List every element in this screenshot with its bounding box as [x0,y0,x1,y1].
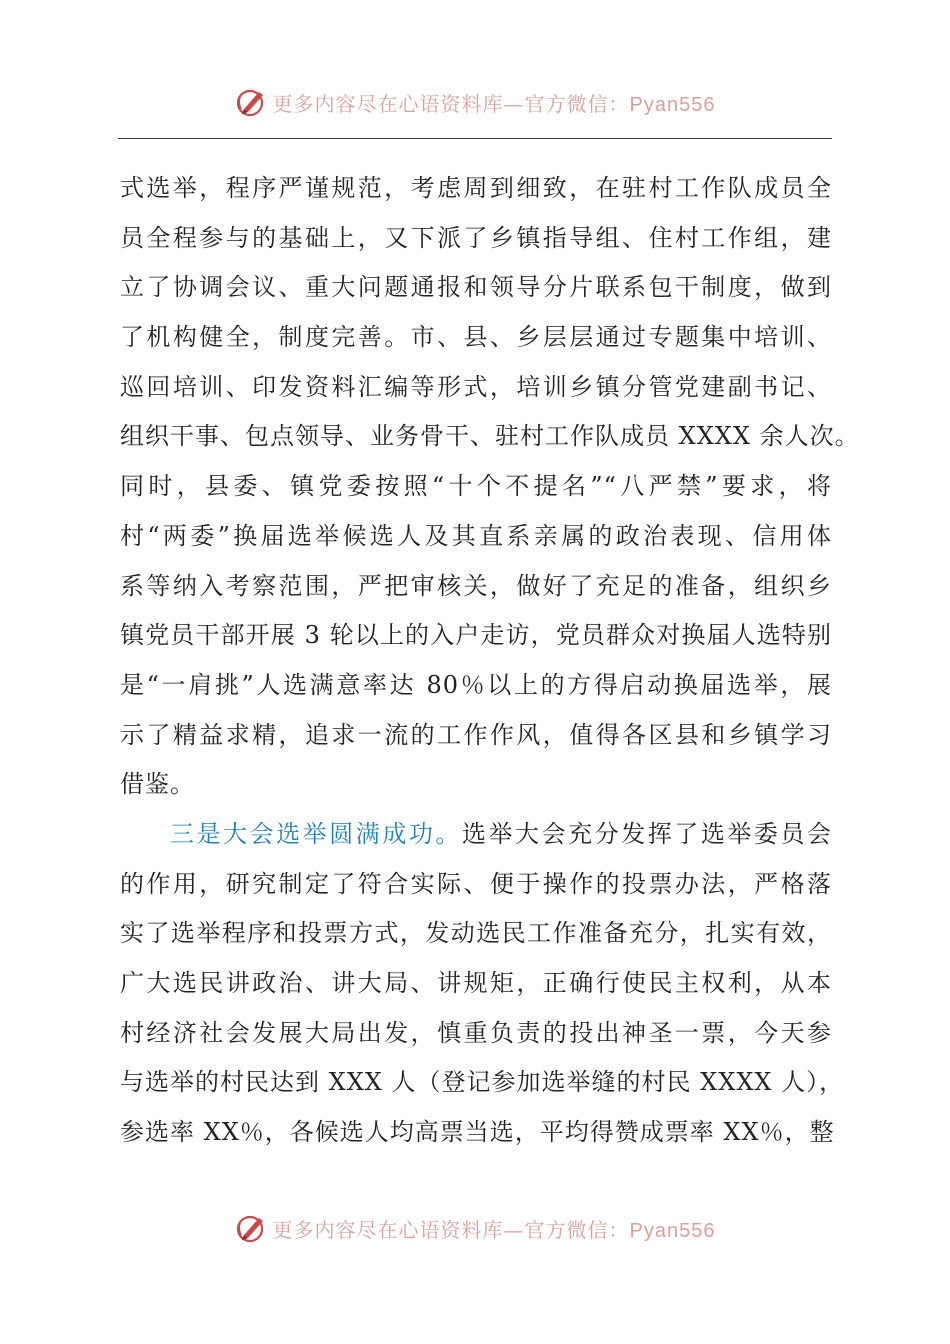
body-line-4: 了机构健全，制度完善。市、县、乡层层通过专题集中培训、 [120,323,832,352]
body-line-3: 立了协调会议、重大问题通报和领导分片联系包干制度，做到 [120,273,832,302]
body-line-8: 村“两委”换届选举候选人及其直系亲属的政治表现、信用体 [120,521,832,550]
pen-seal-icon [235,85,269,119]
body-line-5: 巡回培训、印发资料汇编等形式，培训乡镇分管党建副书记、 [120,372,832,401]
footer-banner-text [273,1214,716,1243]
footer-wechat-label: 官方微信： [524,1217,630,1242]
footer-banner-dash: — [503,1217,525,1242]
header-wechat-id: Pyan556 [629,93,716,116]
para2-line-2: 实了选举程序和投票方式，发动选民工作准备充分，扎实有效， [120,919,832,948]
para2-heading: 三是大会选举圆满成功。 [170,819,462,848]
para2-first-rest: 选举大会充分发挥了选举委员会 [461,819,833,848]
para2-line-6: 参选率 XX％，各候选人均高票当选，平均得赞成票率 XX％，整 [120,1118,835,1147]
para2-line-1: 的作用，研究制定了符合实际、便于操作的投票办法，严格落 [120,869,832,898]
pen-seal-icon [235,1211,269,1245]
body-line-11: 是“一肩挑”人选满意率达 80％以上的方得启动换届选举，展 [120,670,832,699]
header-banner-main: 更多内容尽在心语资料库 [272,91,504,116]
body-line-10: 镇党员干部开展 3 轮以上的入户走访，党员群众对换届人选特别 [120,621,832,650]
body-line-1: 式选举，程序严谨规范，考虑周到细致，在驻村工作队成员全 [120,174,832,202]
footer-wechat-id: Pyan556 [629,1219,716,1242]
body-line-2: 员全程参与的基础上，又下派了乡镇指导组、住村工作组，建 [120,223,832,252]
body-line-6: 组织干事、包点领导、业务骨干、驻村工作队成员 XXXX 余人次。 [120,422,860,451]
body-line-7: 同时，县委、镇党委按照“十个不提名”“八严禁”要求，将 [120,472,832,501]
header-wechat-label: 官方微信： [524,91,630,116]
para2-line-5: 与选举的村民达到 XXX 人（登记参加选举缝的村民 XXXX 人）， [120,1068,845,1097]
para2-line-4: 村经济社会发展大局出发，慎重负责的投出神圣一票，今天参 [120,1018,832,1047]
header-banner [0,82,950,122]
header-banner-dash: — [503,91,525,116]
footer-banner-main: 更多内容尽在心语资料库 [272,1217,504,1242]
body-line-9: 系等纳入考察范围，严把审核关，做好了充足的准备，组织乡 [120,571,832,600]
body-line-13: 借鉴。 [120,770,195,799]
para2-first-line [120,810,832,860]
header-divider [118,138,832,139]
footer-banner [0,1208,950,1248]
body-line-12: 示了精益求精，追求一流的工作作风，值得各区县和乡镇学习 [120,720,832,749]
document-body [120,164,860,1158]
para2-line-3: 广大选民讲政治、讲大局、讲规矩，正确行使民主权利，从本 [120,969,832,997]
header-banner-text [273,88,716,117]
